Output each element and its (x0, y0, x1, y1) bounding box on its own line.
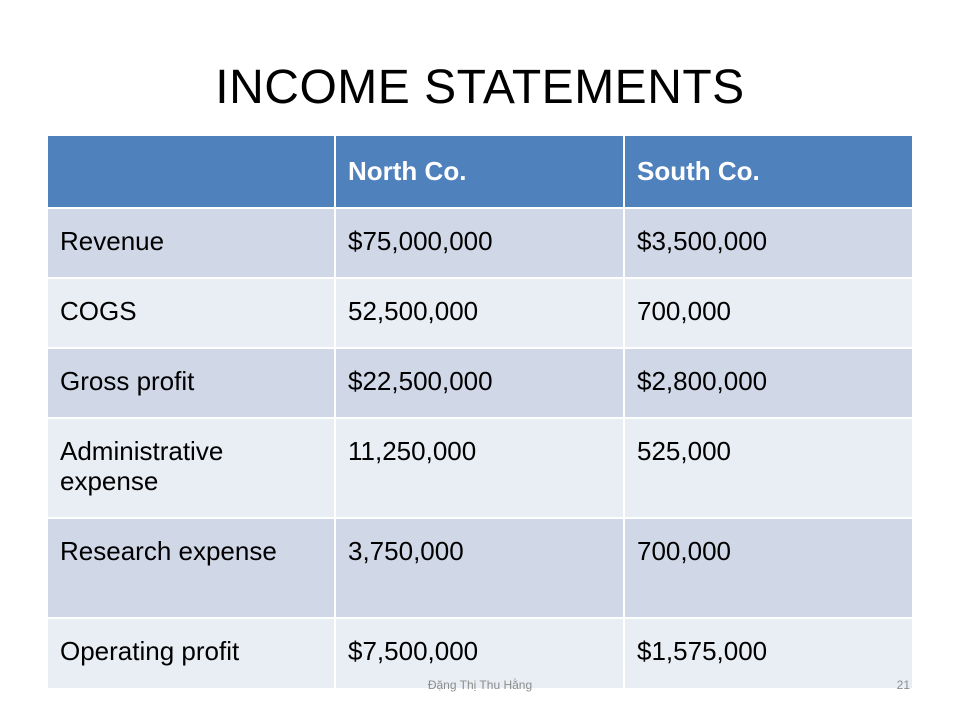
row-label: Administrative expense (48, 418, 335, 518)
north-value: $22,500,000 (335, 348, 624, 418)
row-label: Operating profit (48, 618, 335, 688)
south-value: 700,000 (624, 518, 912, 618)
south-value: $1,575,000 (624, 618, 912, 688)
row-label: Revenue (48, 208, 335, 278)
north-value: $75,000,000 (335, 208, 624, 278)
row-label: COGS (48, 278, 335, 348)
income-statement-table (48, 136, 912, 688)
north-value: 11,250,000 (335, 418, 624, 518)
header-cell-south-co: South Co. (624, 136, 912, 208)
north-value: 52,500,000 (335, 278, 624, 348)
row-label: Gross profit (48, 348, 335, 418)
page-number: 21 (896, 678, 910, 692)
north-value: 3,750,000 (335, 518, 624, 618)
table-row-revenue (48, 208, 912, 278)
table-row-administrative-expense (48, 418, 912, 518)
table-row-gross-profit (48, 348, 912, 418)
north-value: $7,500,000 (335, 618, 624, 688)
south-value: 700,000 (624, 278, 912, 348)
footer-author: Đặng Thị Thu Hằng (427, 678, 533, 692)
south-value: $2,800,000 (624, 348, 912, 418)
header-cell-north-co: North Co. (335, 136, 624, 208)
row-label: Research expense (48, 518, 335, 618)
south-value: $3,500,000 (624, 208, 912, 278)
header-cell-empty (48, 136, 335, 208)
table-row-cogs (48, 278, 912, 348)
slide-title: INCOME STATEMENTS (215, 61, 745, 114)
table-header-row (48, 136, 912, 208)
table-row-research-expense (48, 518, 912, 618)
south-value: 525,000 (624, 418, 912, 518)
